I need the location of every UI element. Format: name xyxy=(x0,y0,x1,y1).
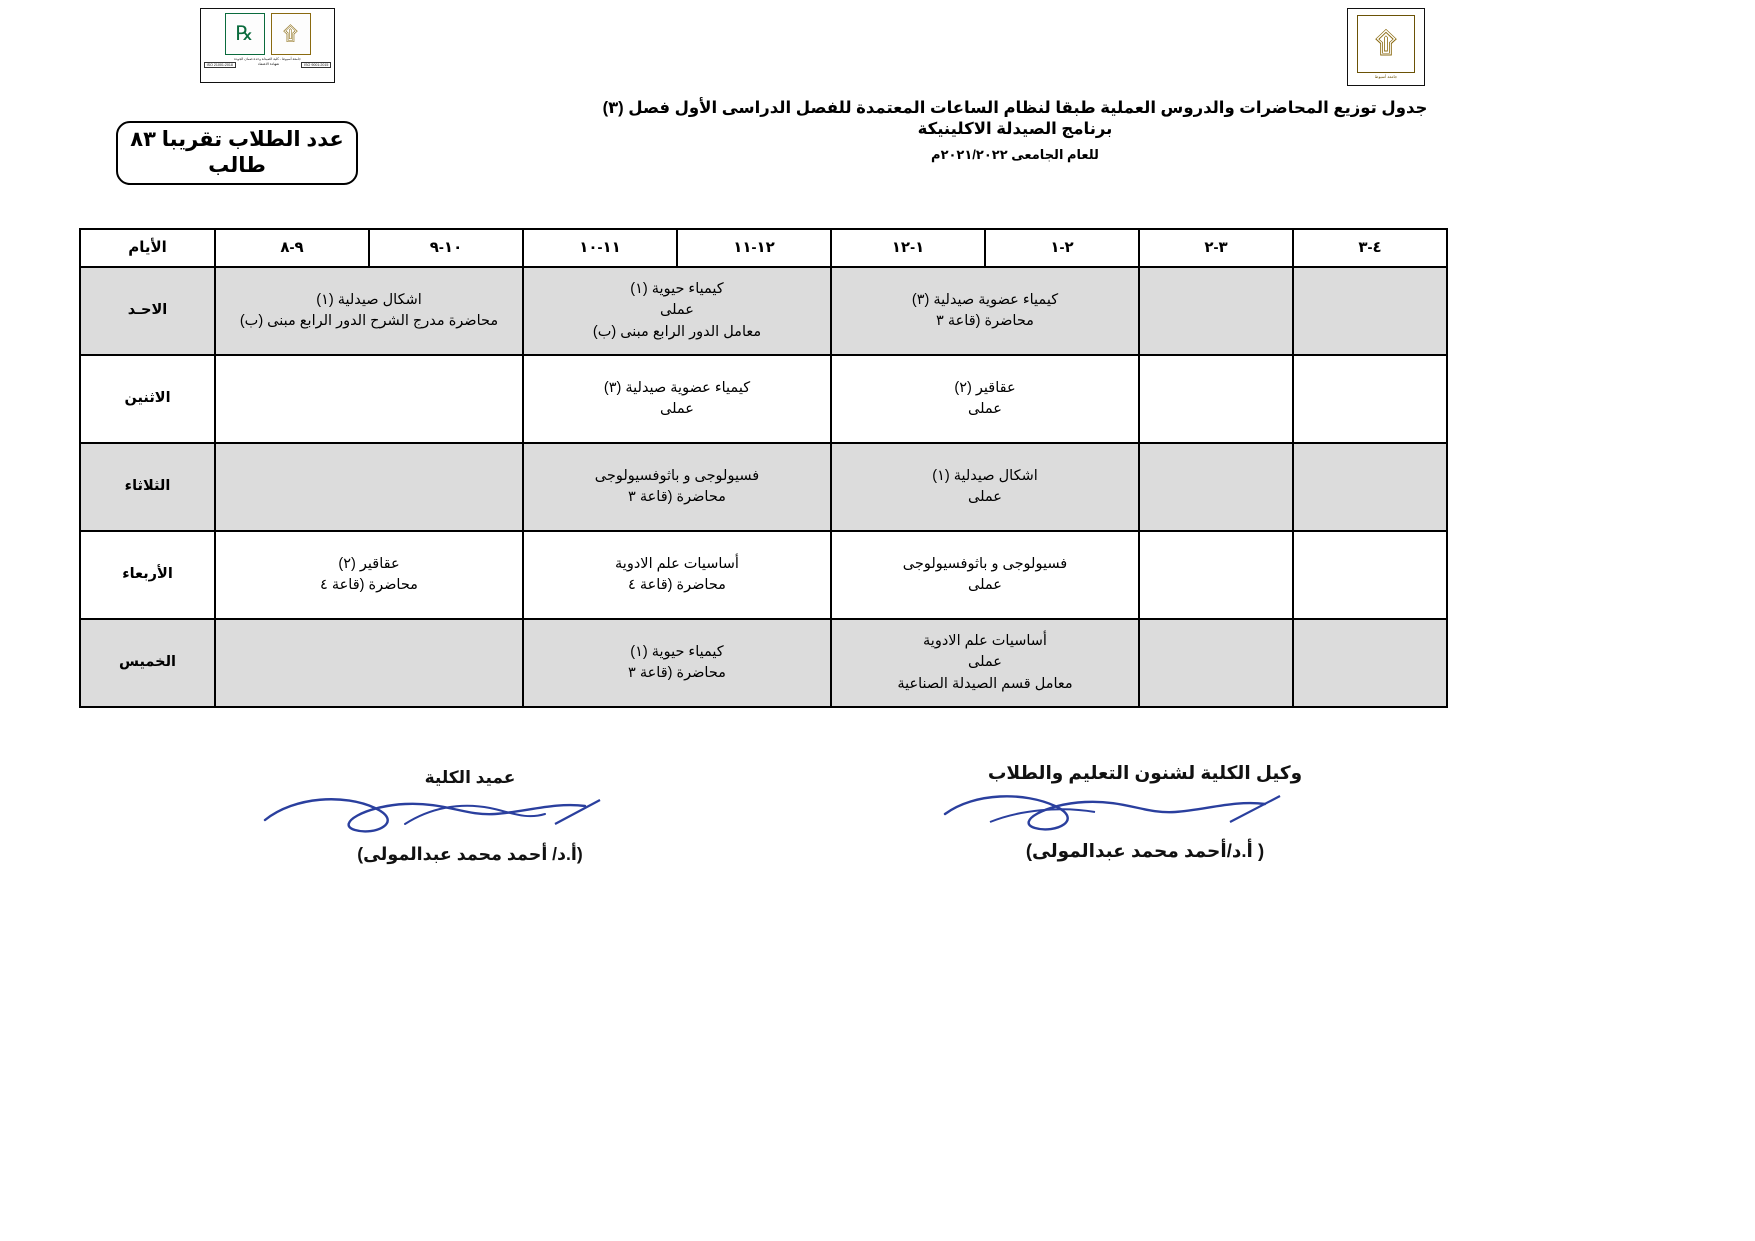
table-row xyxy=(80,619,1447,707)
schedule-cell-line: معامل قسم الصيدلة الصناعية xyxy=(897,675,1073,692)
schedule-cell-line: عملى xyxy=(968,401,1002,417)
schedule-cell xyxy=(831,355,1139,443)
schedule-cell-line: اشكال صيدلية (١) xyxy=(932,467,1038,484)
time-slot-header-1: ٣-٢ xyxy=(1139,229,1293,267)
schedule-cell-line: كيمياء حيوية (١) xyxy=(630,281,724,298)
day-label-cell: الاثنين xyxy=(80,355,215,443)
schedule-cell-line: محاضرة (قاعة ٤ xyxy=(628,577,726,593)
university-seal-icon: ۩ xyxy=(1357,15,1415,73)
schedule-cell xyxy=(1293,619,1447,707)
table-row xyxy=(80,267,1447,355)
table-row xyxy=(80,531,1447,619)
day-label-cell: الخميس xyxy=(80,619,215,707)
schedule-cell-line: عملى xyxy=(660,302,694,319)
logo-frame xyxy=(200,8,335,83)
schedule-cell xyxy=(1293,443,1447,531)
time-slot-header-4: ١٢-١١ xyxy=(677,229,831,267)
schedule-cell xyxy=(215,355,523,443)
schedule-cell xyxy=(523,443,831,531)
pharmacy-crest-icon: ℞ xyxy=(225,13,265,55)
header-row xyxy=(80,229,1447,267)
document-header xyxy=(575,98,1455,163)
days-column-header: الأيام xyxy=(80,229,215,267)
schedule-cell xyxy=(215,267,523,355)
schedule-cell xyxy=(215,443,523,531)
schedule-head xyxy=(80,229,1447,267)
schedule-cell xyxy=(1293,267,1447,355)
schedule-cell-line: عقاقير (٢) xyxy=(954,379,1016,396)
schedule-cell-line: محاضرة (قاعة ٣ xyxy=(628,665,726,681)
time-slot-header-0: ٤-٣ xyxy=(1293,229,1447,267)
crest-row xyxy=(225,13,311,55)
iso-badge-left: ISO 9001:2015 xyxy=(301,62,331,68)
iso-badge-center: شهادة الاعتماد xyxy=(257,62,280,67)
time-slot-header-7: ٩-٨ xyxy=(215,229,369,267)
time-slot-header-6: ١٠-٩ xyxy=(369,229,523,267)
schedule-cell xyxy=(831,267,1139,355)
schedule-cell-line: كيمياء حيوية (١) xyxy=(630,643,724,660)
logo-frame-right xyxy=(1347,8,1425,86)
schedule-cell-line: محاضرة (قاعة ٣ xyxy=(936,313,1034,329)
schedule-table xyxy=(79,228,1448,708)
schedule-cell xyxy=(523,619,831,707)
schedule-cell xyxy=(523,355,831,443)
day-label-cell: الثلاثاء xyxy=(80,443,215,531)
schedule-cell-line: عملى xyxy=(968,489,1002,505)
day-label-cell: الاحـد xyxy=(80,267,215,355)
vice-dean-handwritten-signature xyxy=(930,786,1360,840)
schedule-cell-line: اشكال صيدلية (١) xyxy=(316,291,422,308)
vice-dean-title: وكيل الكلية لشنون التعليم والطلاب xyxy=(987,762,1303,783)
schedule-cell-line: كيمياء عضوية صيدلية (٣) xyxy=(603,379,751,396)
schedule-cell xyxy=(1139,619,1293,707)
time-slot-header-3: ١-١٢ xyxy=(831,229,985,267)
schedule-cell-line: فسيولوجى و باثوفسيولوجى xyxy=(594,467,760,484)
schedule-table-container xyxy=(118,228,1448,708)
schedule-cell-line: عقاقير (٢) xyxy=(338,555,400,572)
schedule-cell-line: عملى xyxy=(968,654,1002,671)
university-seal-caption: جامعة أسيوط xyxy=(1374,74,1398,79)
student-count-text: عدد الطلاب تقريبا ٨٣ طالب xyxy=(130,127,344,177)
iso-badges xyxy=(204,62,332,68)
academic-year-subtitle: للعام الجامعى ٢٠٢١/٢٠٢٢م xyxy=(931,146,1099,162)
schedule-cell-line: أساسيات علم الادوية xyxy=(923,633,1047,650)
vice-dean-name: ( أ.د/أحمد محمد عبدالمولى) xyxy=(1025,840,1265,861)
schedule-cell-line: معامل الدور الرابع مبنى (ب) xyxy=(592,323,762,340)
schedule-cell xyxy=(831,443,1139,531)
dean-name: (أ.د/ أحمد محمد عبدالمولى) xyxy=(357,844,583,864)
schedule-cell xyxy=(1139,531,1293,619)
iso-badge-right: ISO 21001:2018 xyxy=(204,62,236,68)
schedule-cell-line: محاضرة مدرج الشرح الدور الرابع مبنى (ب) xyxy=(239,313,499,329)
schedule-cell xyxy=(215,619,523,707)
schedule-cell xyxy=(215,531,523,619)
schedule-cell-line: فسيولوجى و باثوفسيولوجى xyxy=(902,555,1068,572)
faculty-logo-left xyxy=(200,8,335,83)
table-row xyxy=(80,443,1447,531)
schedule-cell xyxy=(831,531,1139,619)
schedule-cell xyxy=(831,619,1139,707)
schedule-cell-line: كيمياء عضوية صيدلية (٣) xyxy=(911,291,1059,308)
schedule-cell xyxy=(523,267,831,355)
vice-dean-signature-block xyxy=(930,762,1360,862)
dean-title: عميد الكلية xyxy=(424,768,516,787)
signature-area xyxy=(0,760,1755,900)
schedule-cell xyxy=(1139,443,1293,531)
university-logo-right xyxy=(1347,8,1425,86)
schedule-cell-line: محاضرة (قاعة ٤ xyxy=(320,577,418,593)
schedule-cell xyxy=(523,531,831,619)
logo-caption: جامعة أسيوط - كلية الصيدلة وحدة ضمان الجودة xyxy=(234,57,301,61)
schedule-cell xyxy=(1293,531,1447,619)
table-row xyxy=(80,355,1447,443)
university-crest-icon: ۩ xyxy=(271,13,311,55)
schedule-body xyxy=(80,267,1447,707)
student-count-badge xyxy=(116,121,358,185)
schedule-cell-line: محاضرة (قاعة ٣ xyxy=(628,489,726,505)
page-title: جدول توزيع المحاضرات والدروس العملية طبقا لنظام الساعات المعتمدة للفصل الدراسى الأول فصل (٣) برنامج الصيدلة الاكلينيكة xyxy=(602,99,1428,139)
time-slot-header-5: ١١-١٠ xyxy=(523,229,677,267)
schedule-cell-line: عملى xyxy=(968,577,1002,593)
dean-signature-block xyxy=(255,768,685,865)
schedule-cell xyxy=(1139,267,1293,355)
schedule-cell-line: أساسيات علم الادوية xyxy=(615,555,739,572)
schedule-cell-line: عملى xyxy=(660,401,694,417)
day-label-cell: الأربعاء xyxy=(80,531,215,619)
schedule-cell xyxy=(1293,355,1447,443)
dean-handwritten-signature xyxy=(255,790,685,844)
time-slot-header-2: ٢-١ xyxy=(985,229,1139,267)
schedule-cell xyxy=(1139,355,1293,443)
